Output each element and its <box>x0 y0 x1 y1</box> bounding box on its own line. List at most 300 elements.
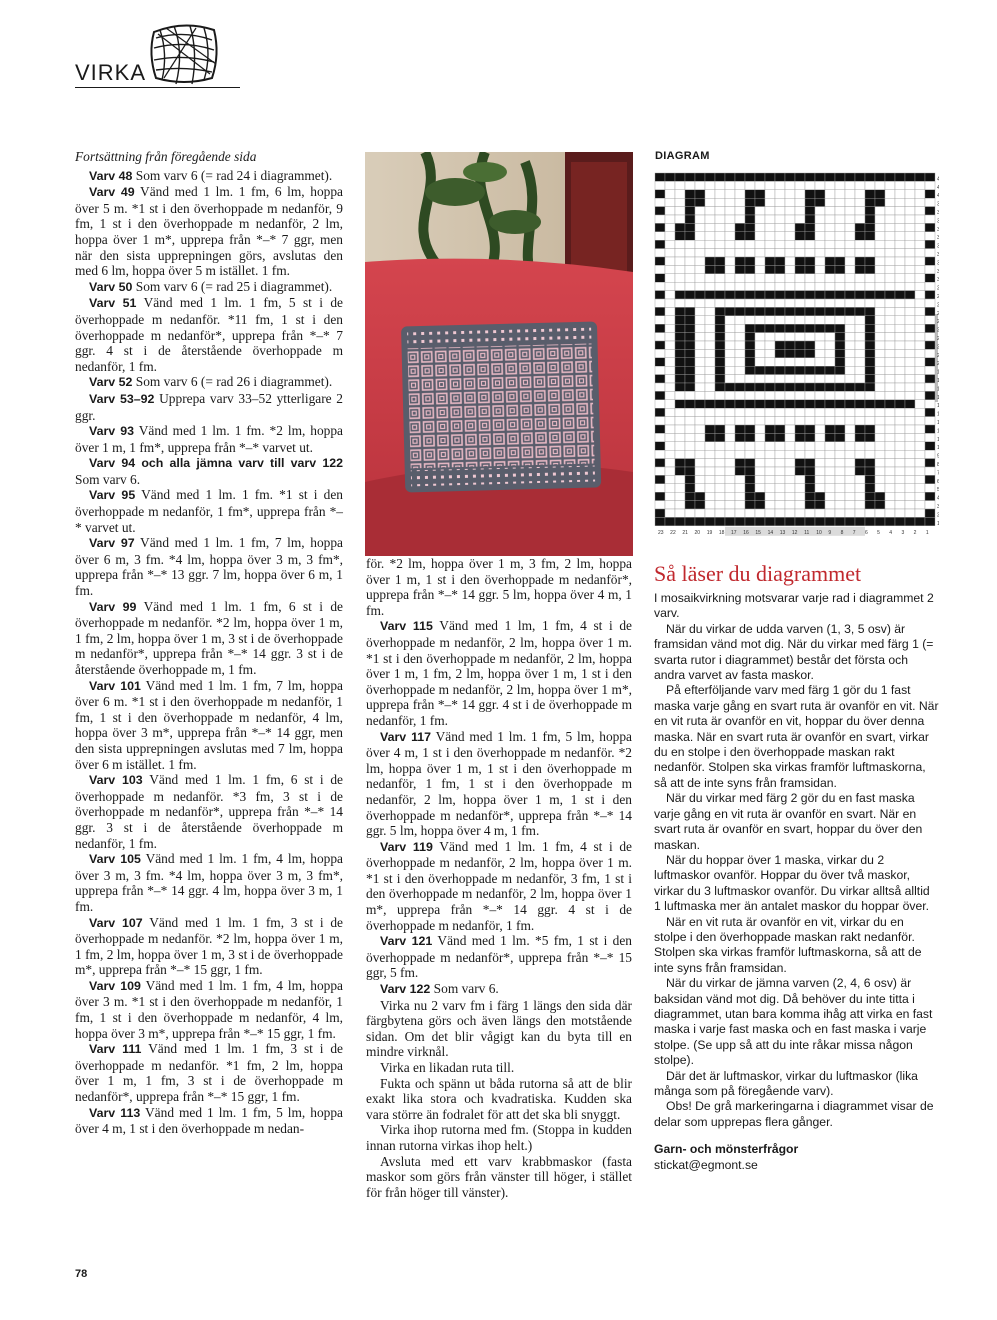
chart-cell-light <box>895 433 905 441</box>
chart-cell-light <box>665 492 675 500</box>
column-number: 6 <box>864 529 868 536</box>
chart-cell-light <box>915 358 925 366</box>
chart-cell-light <box>885 257 895 265</box>
chart-cell-light <box>785 232 795 240</box>
chart-cell-light <box>895 181 905 189</box>
chart-cell-light <box>875 223 885 231</box>
chart-cell-light <box>895 282 905 290</box>
chart-cell-light <box>705 509 715 517</box>
chart-cell-dark <box>745 190 755 198</box>
chart-cell-light <box>755 274 765 282</box>
round-text: Vänd med 1 lm. 1 fm, 6 st i de överhoppade m nedanför. *3 fm, 3 st i de överhoppade m nedanför*, upprepa från *–* 14 ggr. 3 st i de återstående överhoppade m nedanför, 1 fm. <box>75 772 343 851</box>
chart-cell-dark <box>855 223 865 231</box>
chart-cell-light <box>905 299 915 307</box>
chart-cell-light <box>875 282 885 290</box>
chart-cell-light <box>775 215 785 223</box>
chart-cell-light <box>895 240 905 248</box>
chart-cell-light <box>755 257 765 265</box>
instruction-paragraph <box>75 374 343 391</box>
chart-cell-light <box>775 274 785 282</box>
row-number: 2 <box>937 361 939 368</box>
column-number: 13 <box>779 529 786 536</box>
row-number: 3 <box>937 277 939 284</box>
chart-cell-dark <box>815 492 825 500</box>
chart-cell-dark <box>865 232 875 240</box>
chart-cell-dark <box>815 198 825 206</box>
chart-cell-light <box>875 442 885 450</box>
chart-cell-light <box>925 181 935 189</box>
instruction-paragraph <box>366 1122 632 1153</box>
chart-cell-light <box>785 282 795 290</box>
chart-cell-light <box>895 223 905 231</box>
chart-cell-light <box>895 207 905 215</box>
chart-cell-dark <box>775 349 785 357</box>
chart-cell-light <box>675 181 685 189</box>
contact-block <box>654 1142 939 1173</box>
chart-cell-dark <box>745 223 755 231</box>
chart-cell-dark <box>745 501 755 509</box>
chart-cell-light <box>675 408 685 416</box>
chart-cell-light <box>675 433 685 441</box>
chart-cell-light <box>735 349 745 357</box>
chart-cell-light <box>665 299 675 307</box>
chart-cell-light <box>885 333 895 341</box>
chart-cell-light <box>865 450 875 458</box>
chart-cell-light <box>775 190 785 198</box>
chart-cell-light <box>695 324 705 332</box>
chart-cell-light <box>655 316 665 324</box>
chart-cell-dark <box>795 349 805 357</box>
chart-cell-dark <box>775 400 785 408</box>
chart-cell-light <box>875 232 885 240</box>
chart-cell-light <box>875 207 885 215</box>
chart-cell-dark <box>685 467 695 475</box>
chart-cell-dark <box>685 475 695 483</box>
column-number: 4 <box>889 529 893 536</box>
chart-cell-light <box>755 391 765 399</box>
chart-cell-dark <box>675 459 685 467</box>
chart-cell-light <box>755 408 765 416</box>
chart-cell-light <box>765 223 775 231</box>
round-text: Vänd med 1 lm. 1 fm, 3 st i de överhoppade m nedanför. *2 lm, hoppa över 1 m, 1 fm, 2 lm, hoppa över 1 m, 3 st i de överhoppade m*, upprepa från *–* 15 ggr, 1 fm. <box>75 914 343 978</box>
column-number: 2 <box>913 529 917 536</box>
chart-cell-light <box>825 274 835 282</box>
chart-cell-dark <box>815 517 825 525</box>
chart-cell-light <box>695 433 705 441</box>
column-number: 5 <box>877 529 880 536</box>
chart-cell-light <box>795 240 805 248</box>
chart-cell-dark <box>855 400 865 408</box>
chart-cell-light <box>905 324 915 332</box>
chart-cell-dark <box>815 400 825 408</box>
chart-cell-dark <box>855 307 865 315</box>
chart-cell-dark <box>795 425 805 433</box>
row-number: 1 <box>937 420 939 426</box>
chart-cell-light <box>675 257 685 265</box>
chart-cell-dark <box>735 265 745 273</box>
round-text: Vänd med 1 lm. 1 fm, 4 lm, hoppa över 3 m. *1 st i den överhoppade m nedanför, 1 fm, 1 st i den överhoppade m nedanför, 4 lm, hoppa över 3 m*, upprepa från *–* 15 ggr, 1 fm. <box>75 977 343 1041</box>
chart-cell-light <box>845 240 855 248</box>
chart-cell-dark <box>865 425 875 433</box>
reading-paragraph: När en vit ruta är ovanför en vit, virkar du en stolpe i den överhoppade maskan rakt nedanför. Stolpen ska virkas framför luftmaskorna, så att de inte syns från framsidan. <box>654 914 922 975</box>
row-number: 5 <box>937 487 939 494</box>
instruction-paragraph <box>75 279 343 296</box>
chart-cell-light <box>905 265 915 273</box>
chart-cell-dark <box>815 324 825 332</box>
row-number: 1 <box>937 445 939 452</box>
chart-cell-light <box>775 198 785 206</box>
chart-cell-light <box>835 274 845 282</box>
chart-cell-dark <box>805 307 815 315</box>
chart-cell-light <box>855 450 865 458</box>
chart-cell-light <box>765 492 775 500</box>
chart-cell-dark <box>885 400 895 408</box>
chart-cell-light <box>665 459 675 467</box>
chart-cell-light <box>845 341 855 349</box>
chart-cell-dark <box>855 433 865 441</box>
chart-cell-light <box>675 501 685 509</box>
chart-cell-light <box>835 459 845 467</box>
chart-cell-light <box>735 282 745 290</box>
chart-cell-light <box>695 408 705 416</box>
chart-cell-dark <box>675 324 685 332</box>
chart-cell-dark <box>715 433 725 441</box>
chart-cell-dark <box>705 291 715 299</box>
round-label: Varv 119 <box>380 839 433 854</box>
chart-cell-dark <box>655 291 665 299</box>
chart-cell-light <box>725 240 735 248</box>
chart-cell-light <box>785 274 795 282</box>
chart-cell-light <box>895 450 905 458</box>
contact-email[interactable]: stickat@egmont.se <box>654 1157 758 1172</box>
round-label: Varv 93 <box>89 424 135 439</box>
chart-cell-light <box>925 316 935 324</box>
chart-cell-light <box>695 425 705 433</box>
chart-cell-light <box>865 391 875 399</box>
chart-cell-light <box>775 232 785 240</box>
chart-cell-dark <box>735 433 745 441</box>
chart-cell-dark <box>865 265 875 273</box>
chart-cell-light <box>785 207 795 215</box>
chart-cell-dark <box>865 459 875 467</box>
column-number: 21 <box>682 529 688 536</box>
row-number: 2 <box>937 310 939 317</box>
chart-cell-dark <box>765 307 775 315</box>
chart-cell-light <box>895 475 905 483</box>
round-text: för. *2 lm, hoppa över 1 m, 3 fm, 2 lm, hoppa över 1 m, 1 st i den överhoppade m nedanför*, upprepa från *–* 14 ggr. 5 lm, hoppa över 4 m, 1 fm. <box>366 556 632 618</box>
chart-cell-light <box>885 366 895 374</box>
chart-cell-light <box>695 316 705 324</box>
row-number: 2 <box>937 319 939 326</box>
chart-cell-light <box>805 391 815 399</box>
chart-cell-light <box>815 249 825 257</box>
chart-cell-light <box>875 467 885 475</box>
chart-cell-dark <box>805 349 815 357</box>
chart-cell-light <box>655 484 665 492</box>
chart-cell-light <box>835 282 845 290</box>
chart-cell-light <box>925 400 935 408</box>
chart-cell-dark <box>835 349 845 357</box>
chart-cell-light <box>915 324 925 332</box>
chart-cell-light <box>835 316 845 324</box>
instruction-paragraph <box>75 915 343 978</box>
chart-cell-light <box>725 358 735 366</box>
chart-cell-light <box>735 190 745 198</box>
chart-cell-light <box>725 408 735 416</box>
chart-cell-light <box>765 240 775 248</box>
chart-cell-light <box>725 509 735 517</box>
chart-cell-light <box>825 408 835 416</box>
chart-cell-dark <box>815 190 825 198</box>
chart-cell-light <box>725 417 735 425</box>
chart-cell-dark <box>875 517 885 525</box>
chart-cell-light <box>765 375 775 383</box>
chart-cell-light <box>715 492 725 500</box>
chart-cell-dark <box>815 366 825 374</box>
chart-cell-light <box>915 349 925 357</box>
chart-cell-dark <box>805 400 815 408</box>
chart-cell-light <box>895 442 905 450</box>
chart-cell-dark <box>755 307 765 315</box>
instruction-paragraph <box>75 851 343 914</box>
reading-paragraph: I mosaikvirkning motsvarar varje rad i diagrammet 2 varv. <box>654 591 934 621</box>
chart-cell-light <box>805 240 815 248</box>
chart-cell-dark <box>715 517 725 525</box>
chart-cell-dark <box>745 400 755 408</box>
row-number: 3 <box>937 252 939 258</box>
chart-cell-light <box>835 450 845 458</box>
chart-cell-dark <box>655 442 665 450</box>
round-text: Virka en likadan ruta till. <box>380 1060 515 1075</box>
reading-paragraph: Obs! De grå markeringarna i diagrammet visar de delar som upprepas flera gånger. <box>654 1099 934 1129</box>
chart-cell-light <box>665 190 675 198</box>
chart-cell-dark <box>795 459 805 467</box>
chart-cell-light <box>865 509 875 517</box>
chart-cell-light <box>725 274 735 282</box>
chart-cell-light <box>695 366 705 374</box>
chart-cell-light <box>785 442 795 450</box>
chart-cell-light <box>665 341 675 349</box>
chart-cell-dark <box>705 425 715 433</box>
chart-cell-dark <box>715 425 725 433</box>
chart-cell-light <box>905 509 915 517</box>
chart-cell-light <box>715 501 725 509</box>
chart-cell-dark <box>855 257 865 265</box>
chart-cell-dark <box>895 173 905 181</box>
chart-cell-light <box>885 391 895 399</box>
chart-cell-light <box>925 282 935 290</box>
chart-cell-dark <box>735 467 745 475</box>
chart-cell-light <box>875 450 885 458</box>
chart-cell-light <box>855 417 865 425</box>
chart-cell-light <box>735 274 745 282</box>
chart-cell-light <box>925 467 935 475</box>
chart-cell-light <box>795 417 805 425</box>
chart-cell-light <box>765 417 775 425</box>
chart-cell-dark <box>865 492 875 500</box>
round-text: Som varv 6. <box>433 981 499 997</box>
chart-cell-light <box>765 484 775 492</box>
chart-cell-light <box>915 316 925 324</box>
chart-cell-dark <box>675 366 685 374</box>
chart-cell-light <box>895 316 905 324</box>
instruction-paragraph <box>75 487 343 535</box>
chart-cell-dark <box>875 291 885 299</box>
chart-cell-light <box>915 509 925 517</box>
chart-cell-dark <box>805 517 815 525</box>
chart-cell-light <box>845 282 855 290</box>
instruction-paragraph <box>366 618 632 728</box>
chart-cell-light <box>885 190 895 198</box>
chart-cell-light <box>815 333 825 341</box>
chart-cell-light <box>765 232 775 240</box>
row-number: 1 <box>937 520 939 527</box>
chart-cell-light <box>845 501 855 509</box>
chart-cell-dark <box>735 307 745 315</box>
chart-cell-dark <box>925 207 935 215</box>
chart-cell-light <box>665 274 675 282</box>
chart-cell-light <box>845 190 855 198</box>
chart-cell-light <box>795 475 805 483</box>
chart-cell-light <box>745 249 755 257</box>
chart-cell-dark <box>905 291 915 299</box>
chart-cell-light <box>755 433 765 441</box>
chart-cell-light <box>705 467 715 475</box>
chart-cell-light <box>705 198 715 206</box>
reading-paragraph: På efterföljande varv med färg 1 gör du 1 fast maska varje gång en svart ruta är ovanför en vit. När en vit ruta är ovanför en vit, hoppar du över denna maska. När en svart ruta är ovanför en svart, virkar du en stolpe i den överhoppade maskan rakt nedanför. Stolpen ska virkas framför luftmaskorna, så att de inte syns från framsidan. <box>654 683 939 790</box>
chart-cell-dark <box>775 425 785 433</box>
chart-cell-light <box>745 181 755 189</box>
chart-cell-dark <box>805 484 815 492</box>
chart-cell-light <box>705 190 715 198</box>
chart-cell-dark <box>925 442 935 450</box>
chart-cell-dark <box>685 316 695 324</box>
chart-cell-light <box>815 223 825 231</box>
instruction-paragraph <box>75 295 343 374</box>
chart-cell-dark <box>795 223 805 231</box>
chart-cell-dark <box>835 366 845 374</box>
chart-cell-light <box>915 467 925 475</box>
chart-cell-dark <box>685 501 695 509</box>
chart-cell-dark <box>795 232 805 240</box>
chart-cell-light <box>855 207 865 215</box>
chart-cell-dark <box>745 492 755 500</box>
chart-cell-dark <box>865 333 875 341</box>
chart-cell-dark <box>865 349 875 357</box>
chart-cell-light <box>745 240 755 248</box>
chart-cell-light <box>915 215 925 223</box>
chart-cell-light <box>755 223 765 231</box>
chart-cell-light <box>755 282 765 290</box>
chart-cell-dark <box>845 517 855 525</box>
chart-cell-light <box>735 391 745 399</box>
chart-cell-light <box>855 391 865 399</box>
chart-cell-light <box>775 391 785 399</box>
chart-cell-dark <box>745 207 755 215</box>
row-number: 3 <box>937 268 939 275</box>
round-text: Vänd med 1 lm. 1 fm, 7 lm, hoppa över 6 m, 3 fm. *4 lm, hoppa över 3 m, 3 fm*, upprepa från *–* 13 ggr. 7 lm, hoppa över 6 m, 1 fm. <box>75 535 343 599</box>
round-label: Varv 53–92 <box>89 391 155 406</box>
chart-cell-dark <box>655 240 665 248</box>
chart-cell-dark <box>745 475 755 483</box>
chart-cell-light <box>765 190 775 198</box>
chart-cell-light <box>845 450 855 458</box>
chart-cell-dark <box>795 341 805 349</box>
chart-cell-dark <box>885 517 895 525</box>
chart-cell-light <box>695 282 705 290</box>
chart-cell-light <box>775 375 785 383</box>
chart-cell-dark <box>785 517 795 525</box>
chart-cell-light <box>725 375 735 383</box>
round-label: Varv 48 <box>89 168 133 183</box>
chart-cell-light <box>705 240 715 248</box>
column-number: 20 <box>694 529 701 536</box>
chart-cell-light <box>785 408 795 416</box>
chart-cell-light <box>885 274 895 282</box>
chart-cell-light <box>915 307 925 315</box>
chart-cell-dark <box>795 307 805 315</box>
chart-cell-light <box>825 341 835 349</box>
chart-cell-light <box>825 501 835 509</box>
chart-cell-dark <box>735 257 745 265</box>
chart-cell-light <box>665 484 675 492</box>
chart-cell-dark <box>825 291 835 299</box>
chart-cell-dark <box>715 333 725 341</box>
chart-cell-light <box>855 366 865 374</box>
chart-cell-light <box>735 450 745 458</box>
chart-cell-light <box>905 307 915 315</box>
chart-cell-light <box>845 198 855 206</box>
round-label: Varv 50 <box>89 279 133 294</box>
chart-cell-light <box>795 299 805 307</box>
chart-cell-dark <box>725 173 735 181</box>
instruction-paragraph <box>75 184 343 279</box>
chart-cell-light <box>865 299 875 307</box>
chart-cell-dark <box>755 190 765 198</box>
chart-cell-light <box>795 408 805 416</box>
chart-cell-light <box>925 484 935 492</box>
chart-cell-light <box>695 307 705 315</box>
chart-cell-light <box>835 467 845 475</box>
yarn-ball-icon <box>146 18 222 88</box>
chart-cell-dark <box>825 257 835 265</box>
chart-cell-dark <box>695 190 705 198</box>
chart-cell-light <box>915 425 925 433</box>
chart-cell-light <box>835 190 845 198</box>
chart-cell-dark <box>755 492 765 500</box>
chart-cell-light <box>705 282 715 290</box>
chart-cell-light <box>665 475 675 483</box>
chart-cell-dark <box>865 501 875 509</box>
chart-cell-light <box>835 207 845 215</box>
chart-cell-light <box>705 181 715 189</box>
chart-cell-light <box>665 215 675 223</box>
chart-cell-light <box>665 408 675 416</box>
chart-cell-dark <box>745 333 755 341</box>
column-number: 17 <box>731 529 737 536</box>
round-text: Som varv 6 (= rad 26 i diagrammet). <box>135 374 333 390</box>
chart-cell-dark <box>675 316 685 324</box>
chart-cell-light <box>705 501 715 509</box>
row-number: 1 <box>937 369 939 376</box>
chart-cell-light <box>755 249 765 257</box>
instruction-paragraph <box>366 1076 632 1123</box>
chart-cell-light <box>715 391 725 399</box>
chart-cell-light <box>825 215 835 223</box>
chart-cell-light <box>785 492 795 500</box>
chart-cell-dark <box>855 459 865 467</box>
chart-cell-light <box>705 375 715 383</box>
